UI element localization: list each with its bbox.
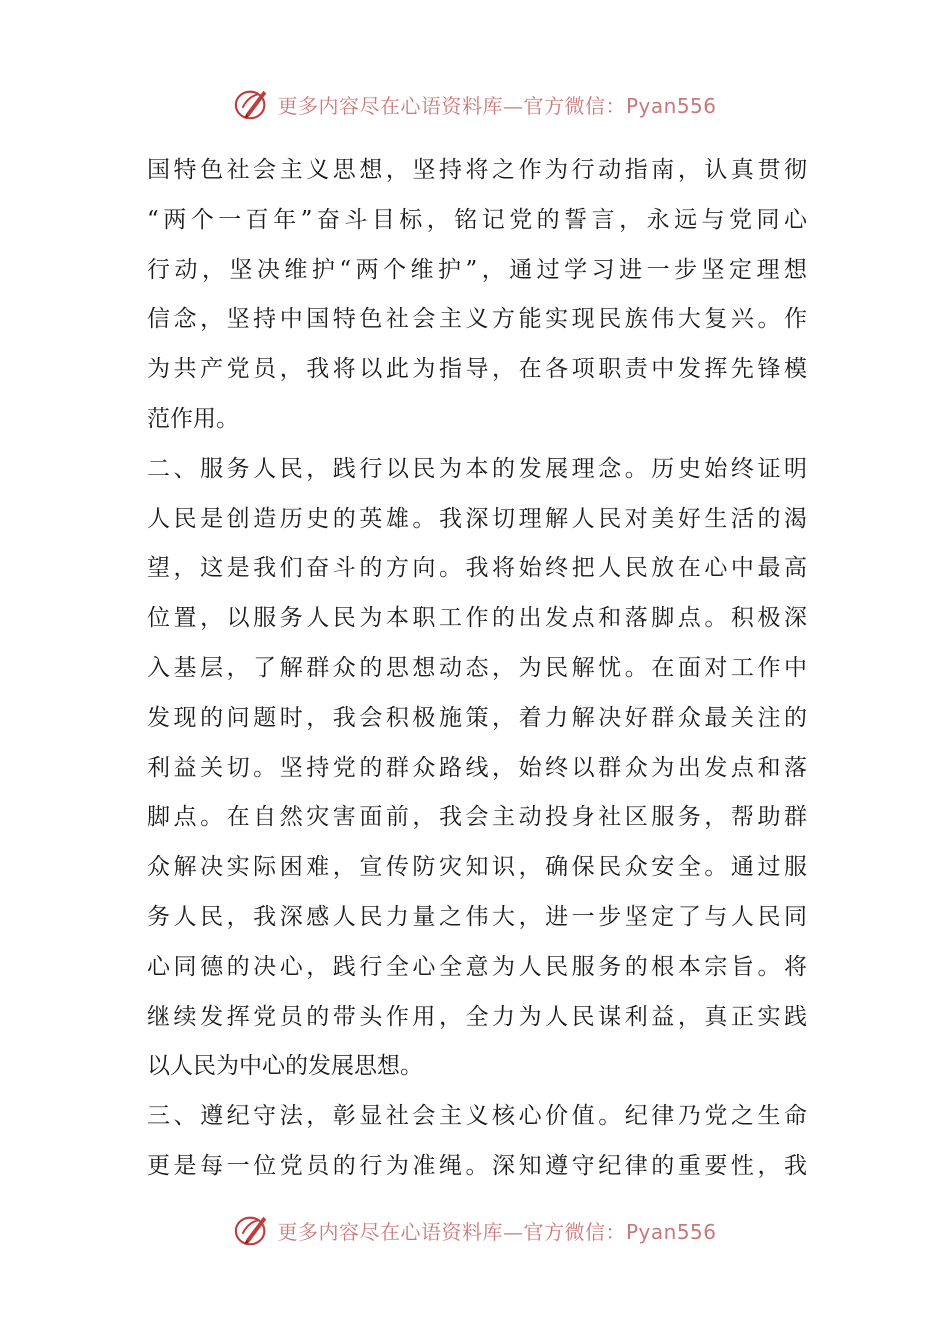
text-line: 人民是创造历史的英雄。我深切理解人民对美好生活的渴 bbox=[147, 505, 807, 532]
text-line: 三、遵纪守法，彰显社会主义核心价值。纪律乃党之生命 bbox=[147, 1103, 807, 1130]
text-line: 范作用。 bbox=[147, 405, 239, 432]
text-line: 以人民为中心的发展思想。 bbox=[147, 1053, 423, 1080]
text-line: “两个一百年”奋斗目标，铭记党的誓言，永远与党同心 bbox=[147, 206, 807, 233]
text-line: 脚点。在自然灾害面前，我会主动投身社区服务，帮助群 bbox=[147, 804, 807, 831]
watermark-text: 更多内容尽在心语资料库—官方微信： bbox=[277, 93, 626, 118]
header-watermark bbox=[0, 84, 950, 124]
footer-watermark bbox=[0, 1210, 950, 1250]
text-line: 众解决实际困难，宣传防灾知识，确保民众安全。通过服 bbox=[147, 854, 807, 881]
text-line: 继续发挥党员的带头作用，全力为人民谋利益，真正实践 bbox=[147, 1003, 807, 1030]
text-line: 位置，以服务人民为本职工作的出发点和落脚点。积极深 bbox=[147, 605, 807, 632]
watermark-handle: Pyan556 bbox=[625, 93, 717, 118]
pen-logo-icon bbox=[233, 1211, 271, 1249]
text-line: 利益关切。坚持党的群众路线，始终以群众为出发点和落 bbox=[147, 754, 807, 781]
text-line: 二、服务人民，践行以民为本的发展理念。历史始终证明 bbox=[147, 455, 807, 482]
text-line: 发现的问题时，我会积极施策，着力解决好群众最关注的 bbox=[147, 704, 807, 731]
pen-logo-icon bbox=[233, 85, 271, 123]
text-line: 行动，坚决维护“两个维护”，通过学习进一步坚定理想 bbox=[147, 256, 807, 283]
text-line: 更是每一位党员的行为准绳。深知遵守纪律的重要性，我 bbox=[147, 1152, 807, 1179]
text-line: 国特色社会主义思想，坚持将之作为行动指南，认真贯彻 bbox=[147, 157, 807, 183]
watermark-text: 更多内容尽在心语资料库—官方微信： bbox=[277, 1219, 626, 1244]
watermark-handle: Pyan556 bbox=[625, 1219, 717, 1244]
text-line: 入基层，了解群众的思想动态，为民解忧。在面对工作中 bbox=[147, 654, 807, 681]
text-line: 务人民，我深感人民力量之伟大，进一步坚定了与人民同 bbox=[147, 903, 807, 930]
text-line: 望，这是我们奋斗的方向。我将始终把人民放在心中最高 bbox=[147, 555, 807, 582]
text-line: 为共产党员，我将以此为指导，在各项职责中发挥先锋模 bbox=[147, 356, 807, 383]
document-body bbox=[147, 146, 807, 1192]
text-line: 信念，坚持中国特色社会主义方能实现民族伟大复兴。作 bbox=[147, 306, 807, 333]
text-line: 心同德的决心，践行全心全意为人民服务的根本宗旨。将 bbox=[147, 953, 807, 980]
